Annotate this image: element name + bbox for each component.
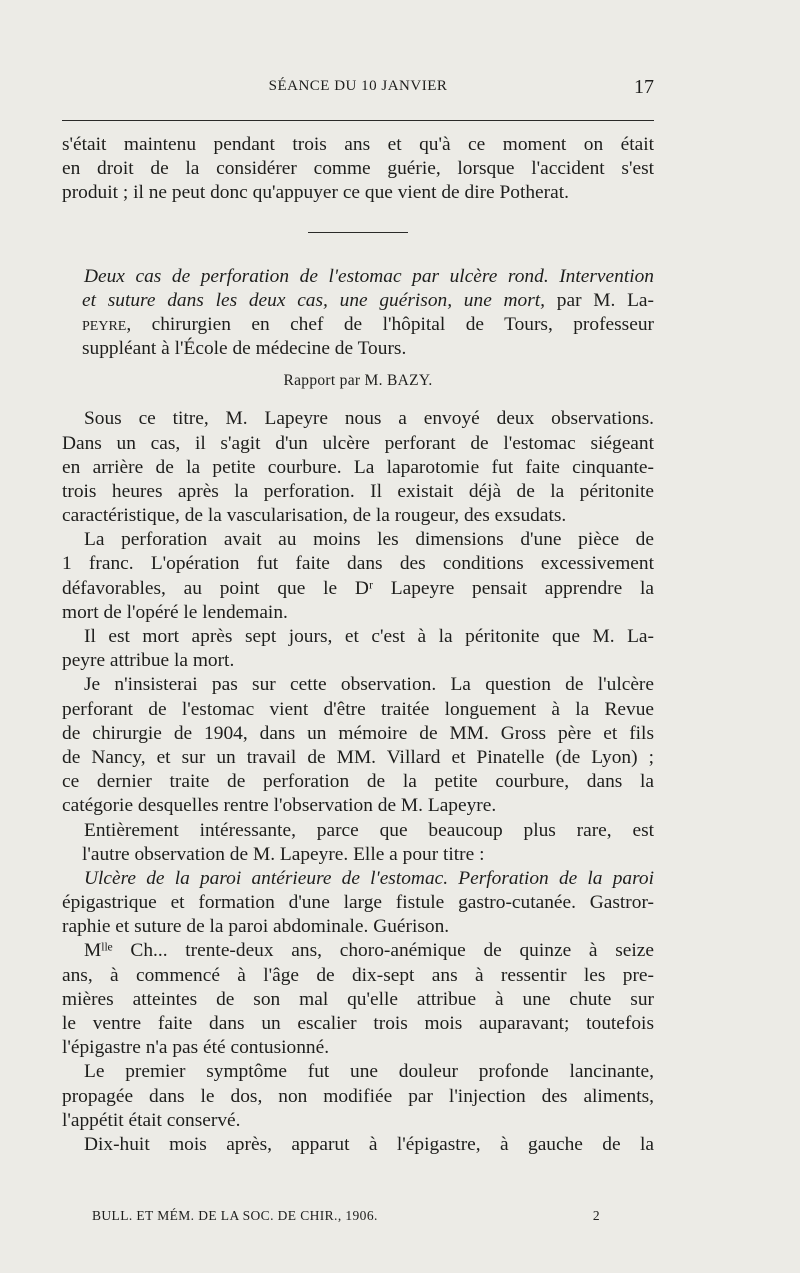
text-line: épigastrique et formation d'une large fistule gastro-cutanée. Gastror- [62, 892, 654, 914]
title-affiliation: suppléant à l'École de médecine de Tours. [82, 338, 407, 360]
title-author: par M. La- [545, 289, 654, 311]
title-italic: Deux cas de perforation de l'estomac par ulcère rond. Intervention [84, 265, 654, 287]
text-line: La perforation avait au moins les dimensions d'une pièce de [84, 529, 654, 551]
text-line: raphie et suture de la paroi abdominale. Guérison. [62, 916, 450, 938]
page-number: 17 [634, 76, 654, 98]
text-line: le ventre faite dans un escalier trois mois auparavant; toutefois [62, 1013, 654, 1034]
text-line: perforant de l'estomac vient d'être traitée longuement à la Revue [62, 698, 654, 720]
text-line: l'autre observation de M. Lapeyre. Elle a pour titre : [82, 843, 485, 865]
title-italic: et suture dans les deux cas, une guérison, une mort, [82, 289, 546, 311]
journal-footer: BULL. ET MÉM. DE LA SOC. DE CHIR., 1906. [92, 1208, 378, 1223]
report-text [62, 407, 654, 1157]
text-line: l'appétit était conservé. [62, 1109, 241, 1131]
text-line: mières atteintes de son mal qu'elle attribue à une chute sur [62, 988, 654, 1010]
running-head-title: SÉANCE DU 10 JANVIER [268, 78, 448, 94]
page-body [62, 133, 654, 1157]
text-line: Dans un cas, il s'agit d'un ulcère perforant de l'estomac siégeant [62, 432, 654, 454]
text-line: de Nancy, et sur un travail de MM. Villard et Pinatelle (de Lyon) ; [62, 746, 654, 768]
text-line: ans, à commencé à l'âge de dix-sept ans à ressentir les pre- [62, 964, 654, 986]
header-rule [62, 120, 654, 121]
text-line: en arrière de la petite courbure. La laparotomie fut faite cinquante- [62, 456, 654, 478]
text-line: produit ; il ne peut donc qu'appuyer ce que vient de dire Potherat. [62, 182, 569, 204]
text-line: Sous ce titre, M. Lapeyre nous a envoyé deux observations. [84, 408, 654, 430]
text-line: 1 franc. L'opération fut faite dans des conditions excessivement [62, 553, 654, 575]
text-line: en droit de la considérer comme guérie, lorsque l'accident s'est [62, 158, 654, 180]
text-line: propagée dans le dos, non modifiée par l'injection des aliments, [62, 1085, 654, 1107]
text-line: ce dernier traite de perforation de la petite courbure, dans la [62, 771, 654, 793]
report-byline: Rapport par M. BAZY. [283, 372, 433, 390]
text-line: Dix-huit mois après, apparut à l'épigastre, à gauche de la [84, 1133, 654, 1155]
text-line: Entièrement intéressante, parce que beaucoup plus rare, est [84, 819, 654, 841]
text-line: Ulcère de la paroi antérieure de l'estomac. Perforation de la paroi [84, 867, 654, 889]
text-line: défavorables, au point que le Dʳ Lapeyre pensait apprendre la [62, 577, 654, 599]
article-title [62, 265, 654, 362]
page-footer [92, 1208, 600, 1224]
text-line: s'était maintenu pendant trois ans et qu'à ce moment on était [62, 134, 654, 155]
text-line: Le premier symptôme fut une douleur profonde lancinante, [84, 1061, 654, 1083]
text-line: Je n'insisterai pas sur cette observation. La question de l'ulcère [84, 674, 654, 696]
text-line: l'épigastre n'a pas été contusionné. [62, 1037, 330, 1059]
text-line: caractéristique, de la vascularisation, de la rougeur, des exsudats. [62, 505, 567, 527]
text-line: mort de l'opéré le lendemain. [62, 601, 288, 623]
section-separator [308, 232, 408, 233]
signature-mark: 2 [592, 1208, 600, 1223]
running-header [62, 76, 654, 100]
text-line: Il est mort après sept jours, et c'est à la péritonite que M. La- [84, 626, 654, 647]
title-affiliation: , chirurgien en chef de l'hôpital de Tours, professeur [126, 313, 654, 335]
author-smallcaps: peyre [82, 313, 127, 335]
text-line: trois heures après la perforation. Il existait déjà de la péritonite [62, 480, 654, 502]
text-line: catégorie desquelles rentre l'observation de M. Lapeyre. [62, 795, 497, 817]
text-line: peyre attribue la mort. [62, 650, 235, 672]
text-line: Mˡˡᵉ Ch... trente-deux ans, choro-anémique de quinze à seize [84, 940, 654, 962]
text-line: de chirurgie de 1904, dans un mémoire de MM. Gross père et fils [62, 722, 654, 744]
